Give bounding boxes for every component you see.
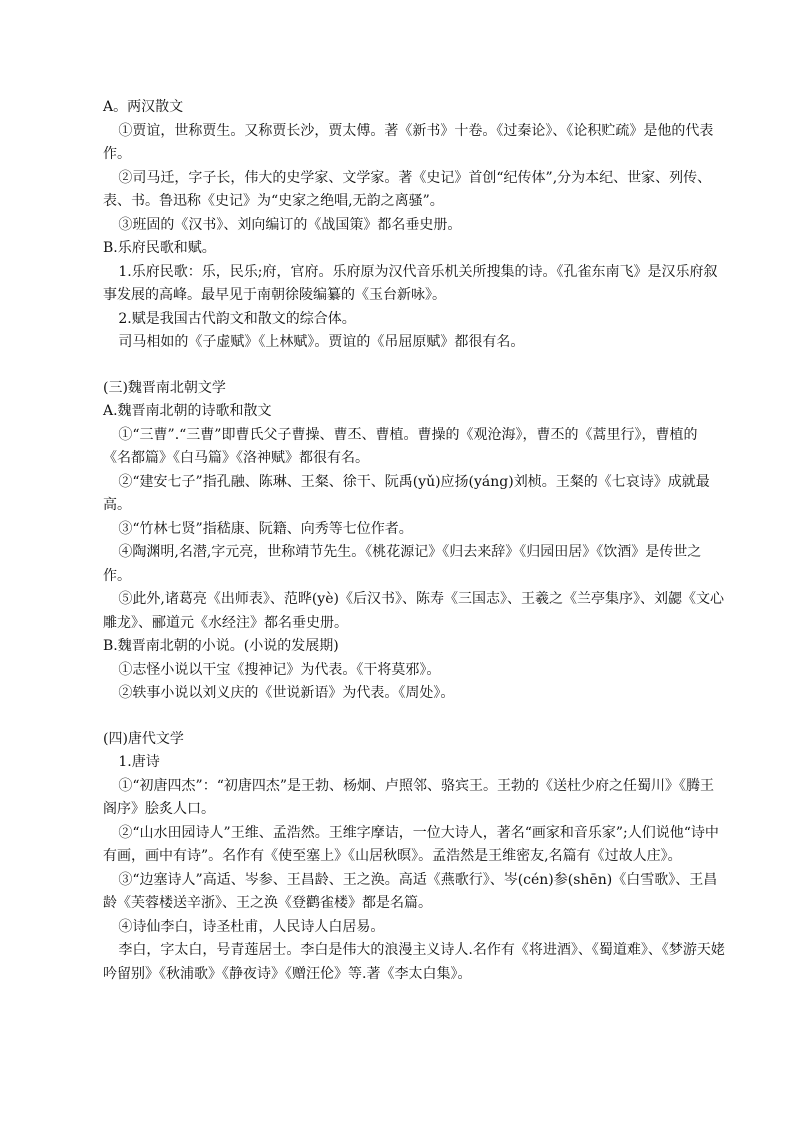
paragraph: ④陶渊明,名潜,字元亮，世称靖节先生。《桃花源记》《归去来辞》《归园田居》《饮酒》是传世之作。: [103, 544, 702, 584]
paragraph: B.魏晋南北朝的小说。(小说的发展期): [103, 638, 339, 654]
paragraph: (三)魏晋南北朝文学: [103, 379, 226, 396]
paragraph: A。两汉散文: [103, 99, 184, 115]
paragraph: ①贾谊，世称贾生。又称贾长沙，贾太傅。著《新书》十卷。《过秦论》、《论积贮疏》是他的代表作。: [103, 122, 714, 162]
paragraph: ②司马迁，字子长，伟大的史学家、文学家。著《史记》首创“纪传体”,分为本纪、世家、列传、表、书。鲁迅称《史记》为“史家之绝唱,无韵之离骚”。: [103, 169, 712, 209]
section-gap: [103, 355, 725, 377]
paragraph: ①“初唐四杰”：“初唐四杰”是王勃、杨炯、卢照邻、骆宾王。王勃的《送杜少府之任蜀川》《腾王阁序》脍炙人口。: [103, 777, 715, 817]
paragraph: 1.乐府民歌：乐，民乐;府，官府。乐府原为汉代音乐机关所搜集的诗。《孔雀东南飞》是汉乐府叙事发展的高峰。最早见于南朝徐陵编纂的《玉台新咏》。: [103, 263, 718, 303]
paragraph: ③班固的《汉书》、刘向编订的《战国策》都名垂史册。: [118, 216, 462, 233]
paragraph: ②“山水田园诗人”王维、孟浩然。王维字摩诘，一位大诗人，著名“画家和音乐家”;人们说他“诗中有画，画中有诗”。名作有《使至塞上》《山居秋暝》。孟浩然是王维密友,名篇有《过故人庄》。: [103, 824, 719, 864]
paragraph: 李白，字太白，号青莲居士。李白是伟大的浪漫主义诗人.名作有《将进酒》、《蜀道难》、《梦游天姥吟留别》《秋浦歌》《静夜诗》《赠汪伦》等.著《李太白集》。: [103, 942, 725, 982]
paragraph: ④诗仙李白，诗圣杜甫，人民诗人白居易。: [118, 918, 385, 935]
paragraph: ①志怪小说以干宝《搜神记》为代表。《干将莫邪》。: [118, 661, 441, 678]
section-gap: [103, 706, 725, 728]
paragraph: ⑤此外,诸葛亮《出师表》、范晔(yè)《后汉书》、陈寿《三国志》、王羲之《兰亭集序》、刘勰《文心雕龙》、郦道元《水经注》都名垂史册。: [103, 591, 724, 631]
document-body: [103, 96, 725, 986]
paragraph: ③“边塞诗人”高适、岑参、王昌龄、王之涣。高适《燕歌行》、岑(cén)参(shēn)《白雪歌》、王昌龄《芙蓉楼送辛浙》、王之涣《登鹳雀楼》都是名篇。: [103, 871, 718, 911]
paragraph: ①“三曹”.“三曹”即曹氏父子曹操、曹丕、曹植。曹操的《观沧海》，曹丕的《蒿里行》，曹植的《名都篇》《白马篇》《洛神赋》都很有名。: [103, 426, 698, 466]
paragraph: B.乐府民歌和赋。: [103, 240, 216, 256]
paragraph: 司马相如的《子虚赋》《上林赋》。贾谊的《吊屈原赋》都很有名。: [118, 334, 525, 350]
paragraph: 1.唐诗: [118, 754, 160, 770]
paragraph: ②轶事小说以刘义庆的《世说新语》为代表。《周处》。: [118, 685, 455, 701]
paragraph: (四)唐代文学: [103, 730, 184, 747]
paragraph: ③“竹林七贤”指嵇康、阮籍、向秀等七位作者。: [118, 520, 413, 537]
paragraph: A.魏晋南北朝的诗歌和散文: [103, 403, 272, 419]
paragraph: 2.赋是我国古代韵文和散文的综合体。: [118, 310, 356, 327]
paragraph: ②“建安七子”指孔融、陈琳、王粲、徐干、阮禹(yǔ)应扬(yáng)刘桢。王粲的《七哀诗》成就最高。: [103, 473, 710, 513]
